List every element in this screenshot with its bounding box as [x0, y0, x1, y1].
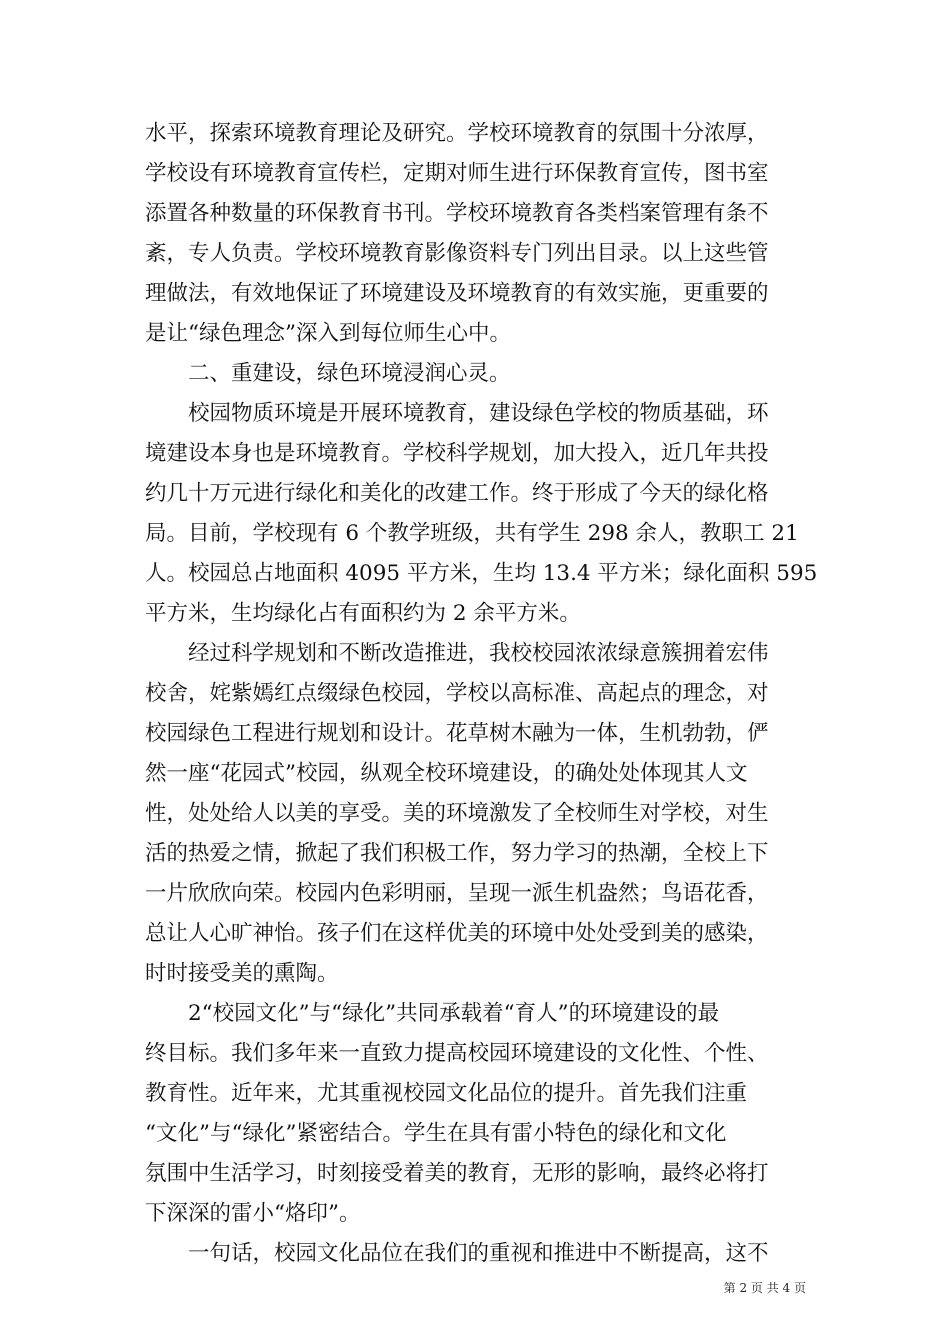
- document-body: [145, 114, 818, 1274]
- text-line: 平方米，生均绿化占有面积约为 2 余平方米。: [145, 601, 581, 626]
- text-line: 校园绿色工程进行规划和设计。花草树木融为一体，生机勃勃，俨: [145, 721, 769, 746]
- text-line: 理做法，有效地保证了环境建设及环境教育的有效实施，更重要的: [145, 281, 769, 306]
- text-line: 总让人心旷神怡。孩子们在这样优美的环境中处处受到美的感染，: [145, 921, 769, 946]
- text-line: 2“校园文化”与“绿化”共同承载着“育人”的环境建设的最: [145, 1001, 720, 1026]
- text-line: 教育性。近年来，尤其重视校园文化品位的提升。首先我们注重: [145, 1081, 748, 1106]
- text-line: 局。目前，学校现有 6 个教学班级，共有学生 298 余人，教职工 21: [145, 521, 799, 546]
- text-line: 水平，探索环境教育理论及研究。学校环境教育的氛围十分浓厚，: [145, 121, 769, 146]
- text-line: 学校设有环境教育宣传栏，定期对师生进行环保教育宣传，图书室: [145, 161, 769, 186]
- text-line: 时时接受美的熏陶。: [145, 961, 339, 986]
- text-line: 一片欣欣向荣。校园内色彩明丽，呈现一派生机盎然；鸟语花香，: [145, 881, 769, 906]
- text-line: 性，处处给人以美的享受。美的环境激发了全校师生对学校，对生: [145, 801, 769, 826]
- text-line: 一句话，校园文化品位在我们的重视和推进中不断提高，这不: [145, 1241, 769, 1266]
- text-line: 氛围中生活学习，时刻接受着美的教育，无形的影响，最终必将打: [145, 1161, 769, 1186]
- text-line: 添置各种数量的环保教育书刊。学校环境教育各类档案管理有条不: [145, 201, 769, 226]
- text-line: 终目标。我们多年来一直致力提高校园环境建设的文化性、个性、: [145, 1041, 769, 1066]
- text-line: 校舍，姹紫嫣红点缀绿色校园，学校以高标准、高起点的理念，对: [145, 681, 769, 706]
- section-heading: 二、重建设，绿色环境浸润心灵。: [145, 361, 511, 386]
- text-line: 活的热爱之情，掀起了我们积极工作，努力学习的热潮，全校上下: [145, 841, 769, 866]
- text-line: 经过科学规划和不断改造推进，我校校园浓浓绿意簇拥着宏伟: [145, 641, 769, 666]
- text-line: 是让“绿色理念”深入到每位师生心中。: [145, 321, 511, 346]
- text-line: 下深深的雷小“烙印”。: [145, 1201, 361, 1226]
- text-line: 校园物质环境是开展环境教育，建设绿色学校的物质基础，环: [145, 401, 769, 426]
- text-line: 境建设本身也是环境教育。学校科学规划，加大投入，近几年共投: [145, 441, 769, 466]
- text-line: 人。校园总占地面积 4095 平方米，生均 13.4 平方米；绿化面积 595: [145, 561, 818, 586]
- page-number-footer: 第 2 页 共 4 页: [723, 1281, 806, 1295]
- text-line: 约几十万元进行绿化和美化的改建工作。终于形成了今天的绿化格: [145, 481, 769, 506]
- text-line: “文化”与“绿化”紧密结合。学生在具有雷小特色的绿化和文化: [145, 1121, 727, 1146]
- text-line: 紊，专人负责。学校环境教育影像资料专门列出目录。以上这些管: [145, 241, 769, 266]
- text-line: 然一座“花园式”校园，纵观全校环境建设，的确处处体现其人文: [145, 761, 748, 786]
